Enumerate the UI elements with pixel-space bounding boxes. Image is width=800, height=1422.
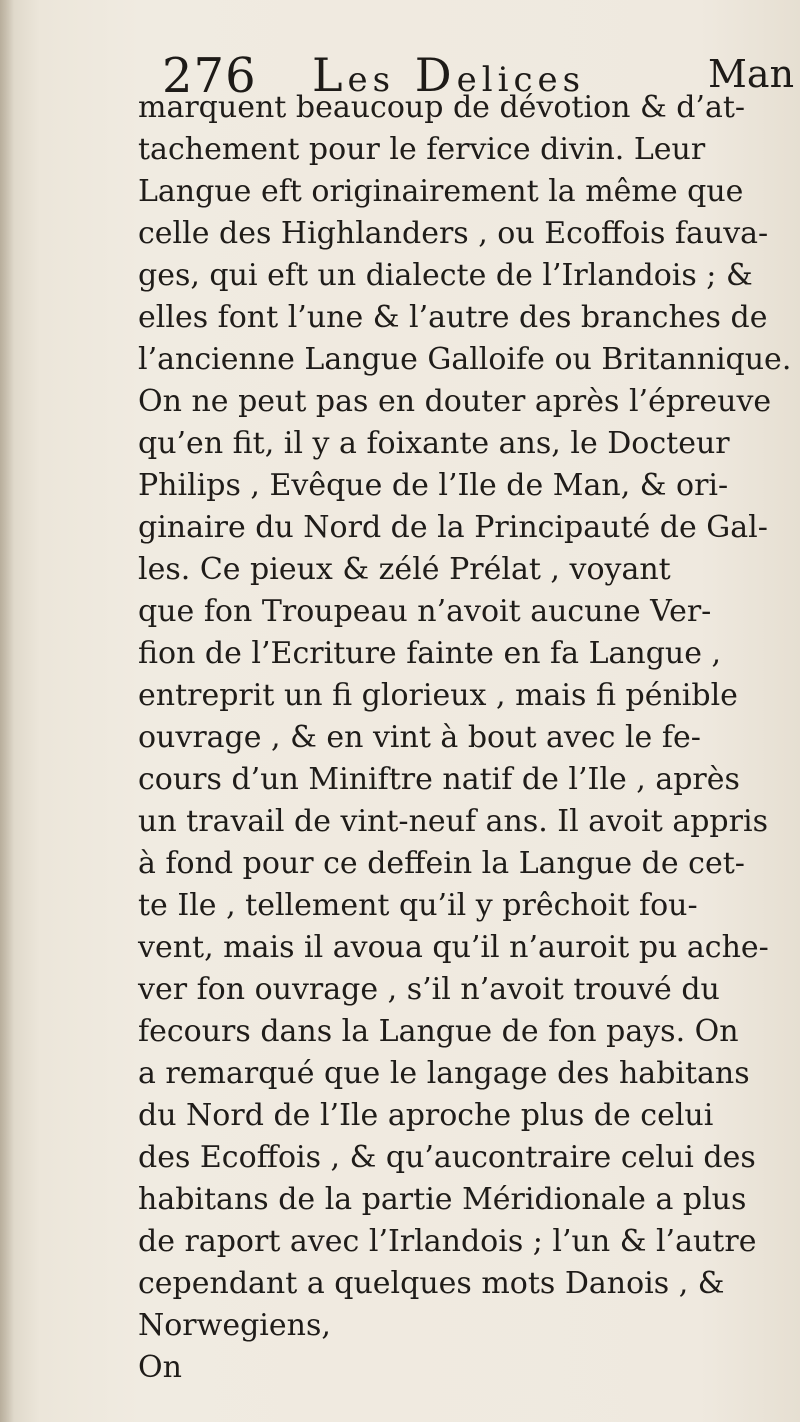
text-line: cours d’un Miniftre natif de l’Ile , après — [138, 762, 740, 797]
running-title-rest-2: elices — [456, 60, 586, 100]
text-line: du Nord de l’Ile aproche plus de celui — [138, 1098, 714, 1133]
text-line: celle des Highlanders , ou Ecoffois fauva- — [138, 216, 769, 251]
text-line: un travail de vint-neuf ans. Il avoit appris — [138, 804, 768, 839]
text-line: des Ecoffois , & qu’aucontraire celui des — [138, 1140, 756, 1175]
text-line: de raport avec l’Irlandois ; l’un & l’autre — [138, 1224, 757, 1259]
text-line: tachement pour le fervice divin. Leur — [138, 132, 706, 167]
running-title-initial-2: D — [414, 48, 457, 102]
text-line: cependant a quelques mots Danois , & — [138, 1266, 725, 1301]
text-line: te Ile , tellement qu’il y prêchoit fou- — [138, 888, 698, 923]
text-line: Langue eft originairement la même que — [138, 174, 744, 209]
text-line: fecours dans la Langue de fon pays. On — [138, 1014, 739, 1049]
text-line: Norwegiens, — [138, 1308, 331, 1343]
text-line: entreprit un fi glorieux , mais fi pénible — [138, 678, 738, 713]
running-title-rest-1: es — [347, 60, 396, 100]
section-label: Man — [708, 52, 795, 96]
text-line: ginaire du Nord de la Principauté de Gal- — [138, 510, 768, 545]
text-line: On — [138, 1350, 182, 1385]
text-line: l’ancienne Langue Galloife ou Britannique. — [138, 342, 792, 377]
text-line: fion de l’Ecriture fainte en fa Langue , — [138, 636, 722, 671]
text-line: a remarqué que le langage des habitans — [138, 1056, 750, 1091]
text-line: à fond pour ce deffein la Langue de cet- — [138, 846, 745, 881]
text-line: ouvrage , & en vint à bout avec le fe- — [138, 720, 701, 755]
text-line: qu’en fit, il y a foixante ans, le Docteur — [138, 426, 730, 461]
text-line: Philips , Evêque de l’Ile de Man, & ori- — [138, 468, 729, 503]
text-line: On ne peut pas en douter après l’épreuve — [138, 384, 772, 419]
text-line: marquent beaucoup de dévotion & d’at- — [138, 90, 746, 125]
page-number: 276 — [162, 48, 257, 104]
text-line: que fon Troupeau n’avoit aucune Ver- — [138, 594, 712, 629]
text-line: ges, qui eft un dialecte de l’Irlandois ; & — [138, 258, 753, 293]
running-title-initial-1: L — [312, 48, 348, 102]
text-line: les. Ce pieux & zélé Prélat , voyant — [138, 552, 671, 587]
text-line: ver fon ouvrage , s’il n’avoit trouvé du — [138, 972, 720, 1007]
text-line: habitans de la partie Méridionale a plus — [138, 1182, 747, 1217]
text-line: elles font l’une & l’autre des branches de — [138, 300, 768, 335]
text-line: vent, mais il avoua qu’il n’auroit pu ache- — [138, 930, 769, 965]
